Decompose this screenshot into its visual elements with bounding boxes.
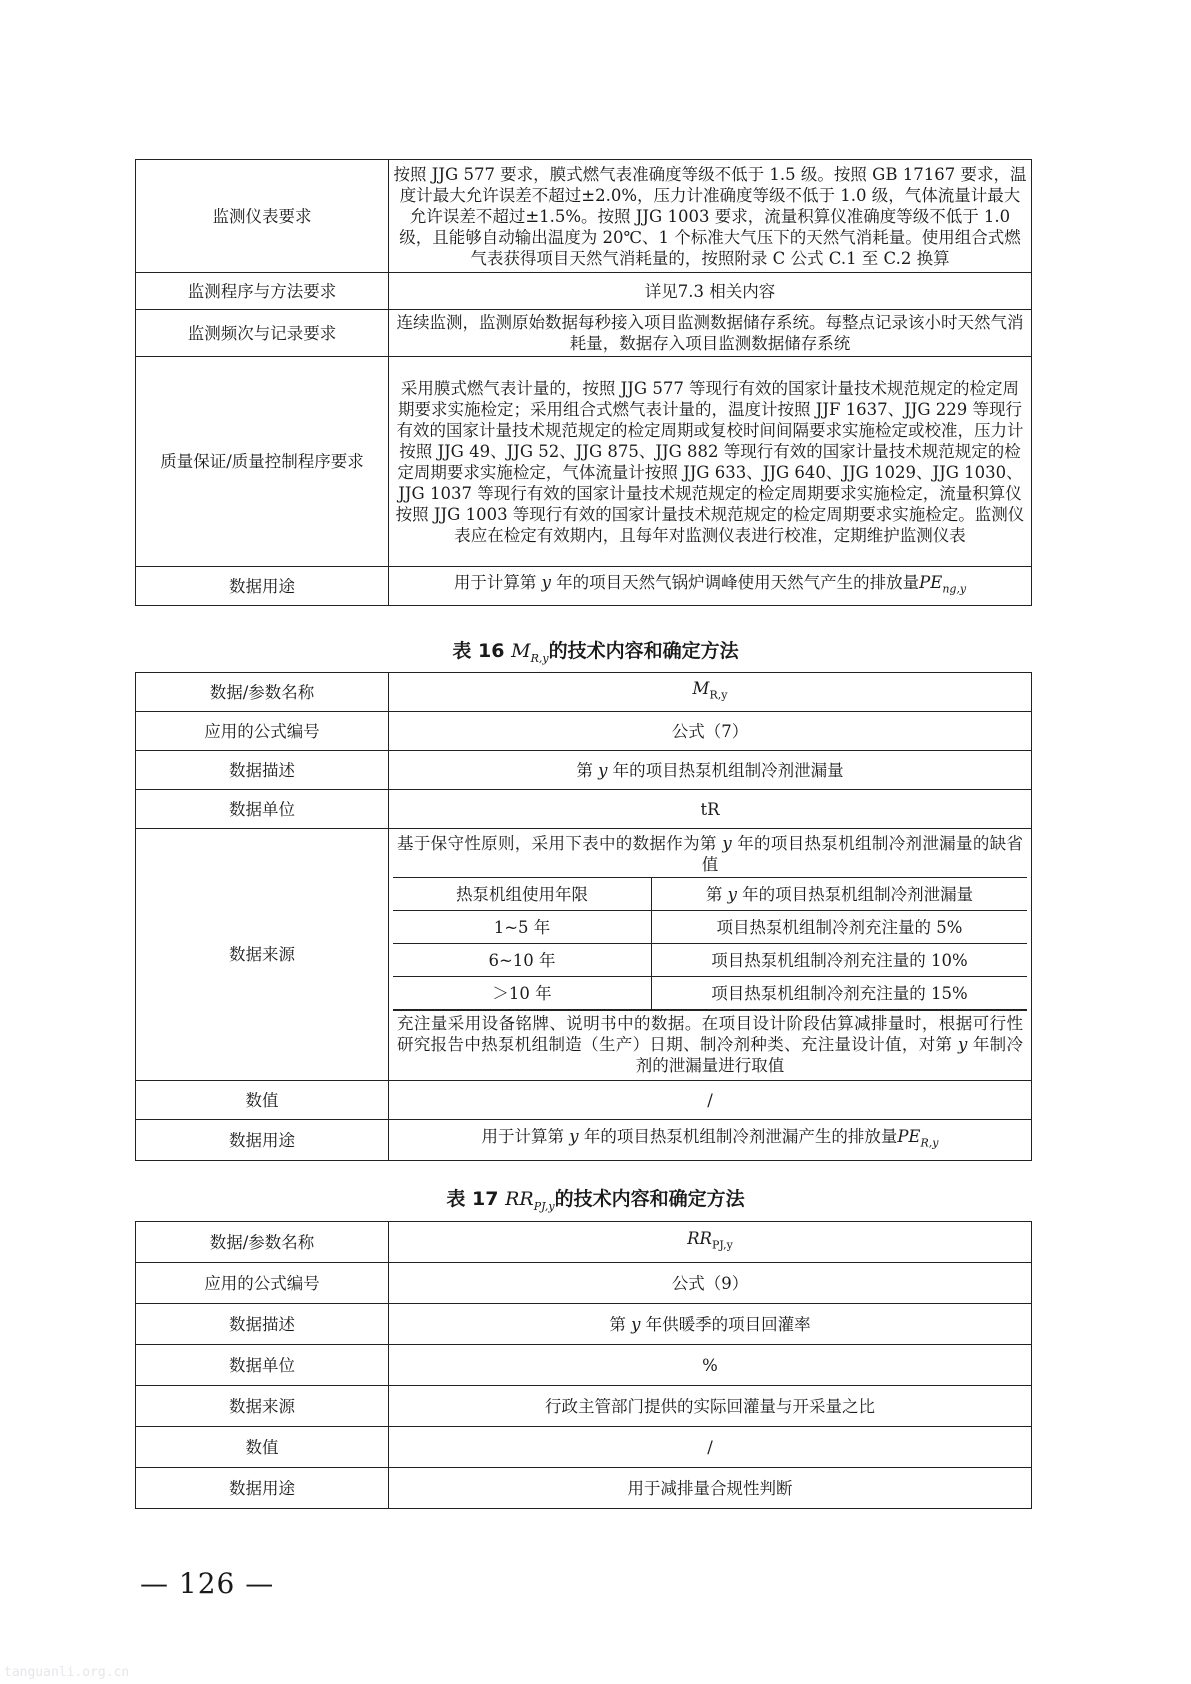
symbol-subscript: R,y [530,651,549,665]
row-label: 数据用途 [136,567,389,606]
row-value: / [389,1427,1032,1468]
table-row [136,1081,1032,1120]
row-value: $M_{R,y}$ [389,673,1032,712]
table-row [136,1345,1032,1386]
table-row [136,751,1032,790]
table-row [136,712,1032,751]
table-cell: ＞10 年 [393,977,652,1010]
row-value: 第 y 年供暖季的项目回灌率 [389,1304,1032,1345]
table-row [136,310,1032,357]
table-15-continued [135,159,1032,606]
row-value: 用于减排量合规性判断 [389,1468,1032,1509]
usage-text: 用于计算第 [453,573,542,593]
row-label: 数值 [136,1081,389,1120]
symbol: M [511,640,531,662]
row-value: 公式（9） [389,1263,1032,1304]
table-cell: 6~10 年 [393,944,652,977]
symbol-subscript: PJ,y [533,1199,555,1213]
row-label: 数值 [136,1427,389,1468]
row-value [389,567,1032,606]
row-value: / [389,1081,1032,1120]
table-cell: 项目热泵机组制冷剂充注量的 5% [652,911,1028,944]
symbol: PE [919,573,943,593]
row-value: 按照 JJG 577 要求，膜式燃气表准确度等级不低于 1.5 级。按照 GB 17167 要求，温度计最大允许误差不超过±2.0%，压力计准确度等级不低于 1.0 级，气体流量计最大允许误差不超过±1.5%。按照 JJG 1003 要求，流量积算仪准确度等级不低于 1.0 级，且能够自动输出温度为 20℃、1 个标准大气压下的天然气消耗量。使用组合式燃气表获得项目天然气消耗量的，按照附录 C 公式 C.1 至 C.2 换算 [389,160,1032,273]
page-number: — 126 — [140,1567,275,1600]
row-value: 第 y 年的项目热泵机组制冷剂泄漏量 [389,751,1032,790]
row-value: tR [389,790,1032,829]
row-value: 采用膜式燃气表计量的，按照 JJG 577 等现行有效的国家计量技术规范规定的检定周期要求实施检定；采用组合式燃气表计量的，温度计按照 JJF 1637、JJG 229 等现行有效的国家计量技术规范规定的检定周期或复校时间间隔要求实施检定或校准，压力计按照 JJG 49、JJG 52、JJG 875、JJG 882 等现行有效的国家计量技术规范规定的检定周期要求实施检定，气体流量计按照 JJG 633、JJG 640、JJG 1029、JJG 1030、JJG 1037 等现行有效的国家计量技术规范规定的检定周期要求实施检定，流量积算仪按照 JJG 1003 等现行有效的国家计量技术规范规定的检定周期要求实施检定。监测仪表应在检定有效期内，且每年对监测仪表进行校准，定期维护监测仪表 [389,357,1032,567]
table-row [136,673,1032,712]
table-row [136,1304,1032,1345]
row-value: $RR_{PJ,y}$ [389,1222,1032,1263]
usage-text: 年的项目天然气锅炉调峰使用天然气产生的排放量 [550,573,920,593]
row-value: 用于计算第 y 年的项目热泵机组制冷剂泄漏产生的排放量$PE_{R,y}$ [389,1120,1032,1161]
row-value: 详见7.3 相关内容 [389,273,1032,310]
table-16-caption: 表 16 $M_{R,y}$的技术内容和确定方法 [452,640,739,665]
row-label: 数据用途 [136,1468,389,1509]
table-row [136,790,1032,829]
row-label: 应用的公式编号 [136,712,389,751]
column-header: 热泵机组使用年限 [393,878,652,911]
table-cell: 项目热泵机组制冷剂充注量的 10% [652,944,1028,977]
source-intro: 基于保守性原则，采用下表中的数据作为第 y 年的项目热泵机组制冷剂泄漏量的缺省值 [397,834,1023,874]
table-row [136,1386,1032,1427]
row-label: 数据描述 [136,751,389,790]
table-row [393,911,1027,944]
table-row [136,357,1032,567]
table-row [393,977,1027,1010]
table-17 [135,1221,1032,1509]
row-label: 数据来源 [136,1386,389,1427]
row-label: 数据单位 [136,1345,389,1386]
symbol: RR [505,1188,534,1210]
table-row [393,878,1027,911]
row-label: 数据单位 [136,790,389,829]
source-note: 充注量采用设备铭牌、说明书中的数据。在项目设计阶段估算减排量时，根据可行性研究报告中热泵机组制造（生产）日期、制冷剂种类、充注量设计值，对第 y 年制冷剂的泄漏量进行取值 [393,1010,1027,1078]
table-row [136,1222,1032,1263]
symbol-subscript: ng,y [942,582,967,596]
table-row [136,273,1032,310]
row-value: 行政主管部门提供的实际回灌量与开采量之比 [389,1386,1032,1427]
row-label: 数据用途 [136,1120,389,1161]
row-value: 公式（7） [389,712,1032,751]
table-cell: 项目热泵机组制冷剂充注量的 15% [652,977,1028,1010]
table-cell: 1~5 年 [393,911,652,944]
data-source-cell [389,829,1032,1081]
table-row [136,1120,1032,1161]
row-label: 应用的公式编号 [136,1263,389,1304]
table-row [136,1468,1032,1509]
row-value: 连续监测，监测原始数据每秒接入项目监测数据储存系统。每整点记录该小时天然气消耗量，数据存入项目监测数据储存系统 [389,310,1032,357]
row-label: 数据来源 [136,829,389,1081]
table-row [136,829,1032,1081]
table-row [136,567,1032,606]
row-label: 质量保证/质量控制程序要求 [136,357,389,567]
table-row [136,160,1032,273]
variable-y: y [541,573,551,593]
row-label: 监测仪表要求 [136,160,389,273]
table-row [393,944,1027,977]
row-label: 监测程序与方法要求 [136,273,389,310]
row-label: 监测频次与记录要求 [136,310,389,357]
column-header: 第 y 年的项目热泵机组制冷剂泄漏量 [652,878,1028,911]
table-row [136,1263,1032,1304]
row-label: 数据/参数名称 [136,1222,389,1263]
row-label: 数据/参数名称 [136,673,389,712]
watermark-text: tanguanli.org.cn [4,1665,130,1680]
table-row [136,1427,1032,1468]
leakage-default-table [393,877,1027,1010]
table-17-caption: 表 17 $RR_{PJ,y}$的技术内容和确定方法 [446,1188,745,1213]
table-16 [135,672,1032,1161]
row-value: % [389,1345,1032,1386]
row-label: 数据描述 [136,1304,389,1345]
